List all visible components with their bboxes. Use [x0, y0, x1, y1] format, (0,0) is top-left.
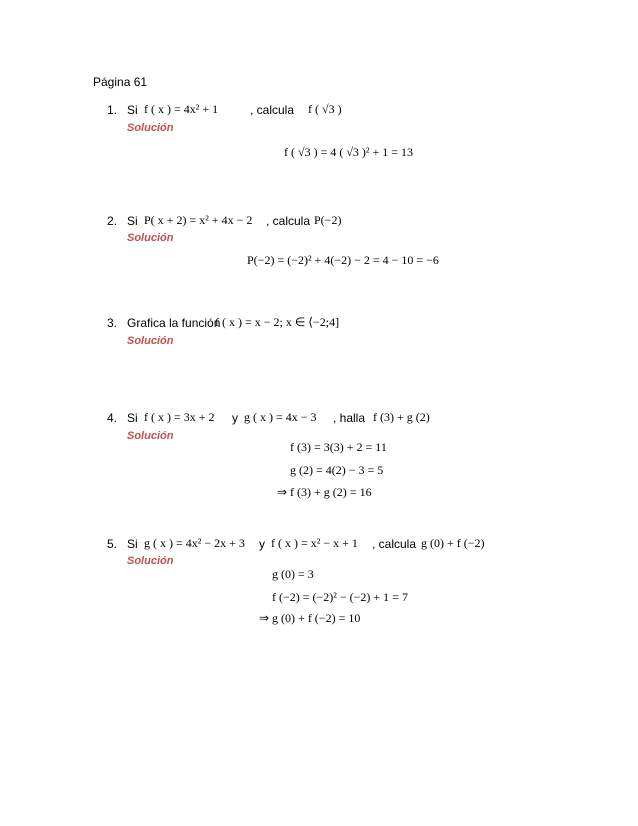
problem-5-target: g (0) + f (−2): [421, 536, 485, 550]
problem-4-line-1: f (3) = 3(3) + 2 = 11: [290, 440, 387, 454]
problem-5-number: 5.: [107, 537, 118, 551]
problem-4-line-3: ⇒ f (3) + g (2) = 16: [277, 485, 372, 499]
problem-3-number: 3.: [107, 316, 118, 330]
problem-5-solution-label: Solución: [127, 555, 174, 567]
problem-1-number: 1.: [107, 103, 118, 117]
problem-4-middle2: , halla: [333, 411, 366, 425]
problem-4-middle: y: [232, 411, 238, 425]
problem-2-solution-label: Solución: [127, 232, 174, 244]
problem-4-expr2: g ( x ) = 4x − 3: [244, 410, 317, 424]
problem-5-expr: g ( x ) = 4x² − 2x + 3: [144, 536, 245, 550]
problem-2-line-1: P(−2) = (−2)² + 4(−2) − 2 = 4 − 10 = −6: [247, 253, 439, 267]
problem-3-expr: f ( x ) = x − 2; x ∈ ⟨−2;4]: [215, 315, 340, 329]
problem-4-target: f (3) + g (2): [373, 410, 430, 424]
problem-4-prefix: Si: [127, 411, 138, 425]
problem-1-line-1: f ( √3 ) = 4 ( √3 )² + 1 = 13: [284, 145, 414, 159]
problem-4-line-2: g (2) = 4(2) − 3 = 5: [290, 463, 384, 477]
problem-5-middle: y: [259, 537, 265, 551]
problem-1-solution-label: Solución: [127, 122, 174, 134]
problem-4-expr: f ( x ) = 3x + 2: [144, 410, 215, 424]
problem-3-prefix: Grafica la función: [127, 316, 221, 330]
problem-4-solution-label: Solución: [127, 430, 174, 442]
problem-2-expr: P( x + 2) = x² + 4x − 2: [144, 213, 253, 227]
problem-5-line-1: g (0) = 3: [272, 567, 314, 581]
problem-2-middle: , calcula: [266, 214, 311, 228]
problem-5-prefix: Si: [127, 537, 138, 551]
problem-1-middle: , calcula: [250, 103, 295, 117]
problem-1-expr: f ( x ) = 4x² + 1: [144, 102, 219, 116]
problem-5-line-3: ⇒ g (0) + f (−2) = 10: [259, 611, 361, 625]
problem-4-number: 4.: [107, 411, 118, 425]
problem-2-number: 2.: [107, 214, 118, 228]
problem-1-prefix: Si: [127, 103, 138, 117]
problem-2-prefix: Si: [127, 214, 138, 228]
problem-5-middle2: , calcula: [372, 537, 417, 551]
page-label: Página 61: [93, 75, 148, 89]
problem-5-expr2: f ( x ) = x² − x + 1: [271, 536, 358, 550]
problem-2-target: P(−2): [314, 213, 342, 227]
problem-3-solution-label: Solución: [127, 335, 174, 347]
problem-1-target: f ( √3 ): [308, 102, 342, 116]
problem-5-line-2: f (−2) = (−2)² − (−2) + 1 = 7: [272, 590, 408, 604]
